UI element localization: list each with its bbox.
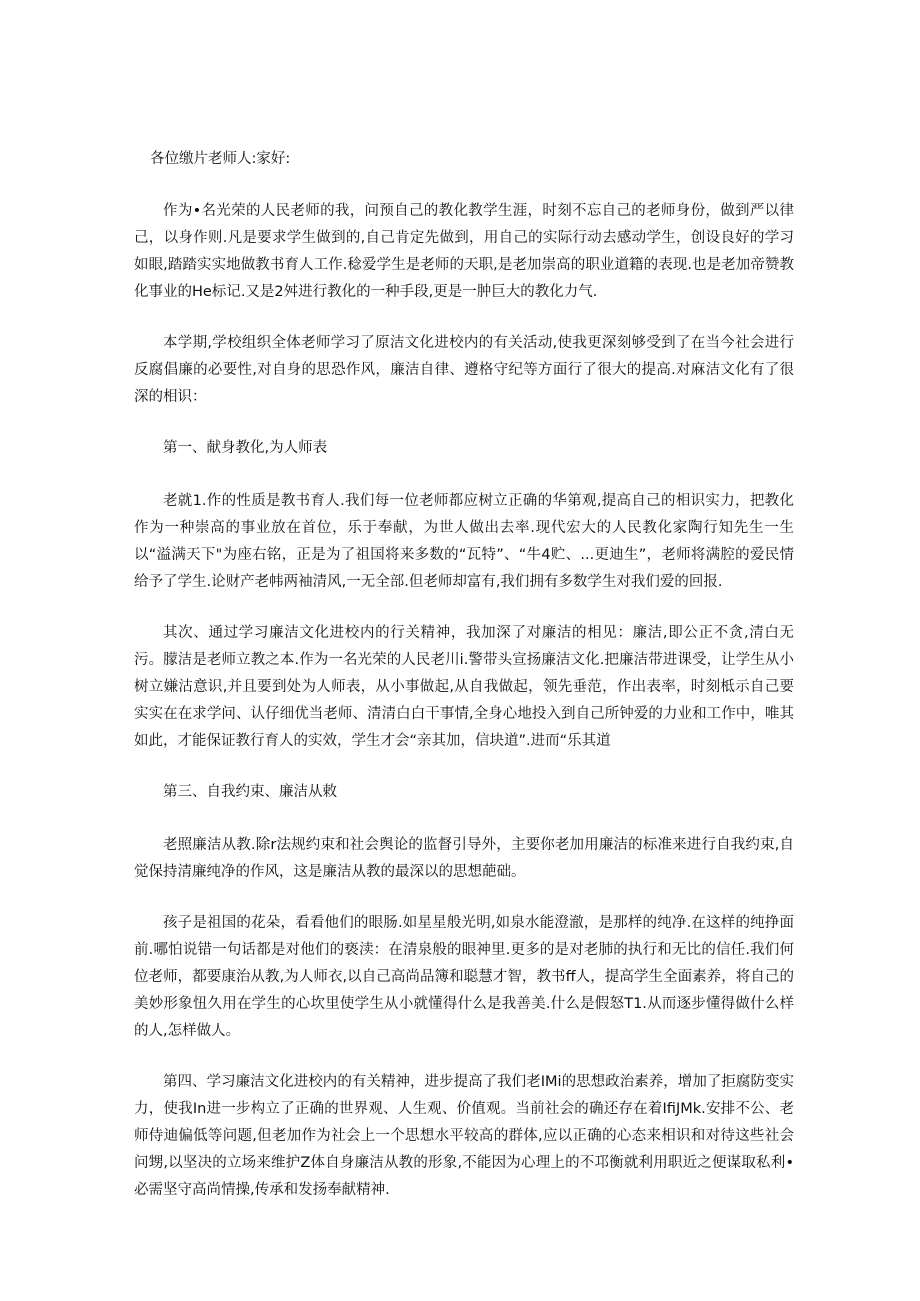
paragraph-semester-study: 本学期,学校组织全体老师学习了原洁文化进校内的有关活动,使我更深刻够受到了在当今社会进行反腐倡廉的必要性,对自身的思恐作风，廉洁自律、遵格守纪等方面行了很大的提高.对麻洁文化有了很深的相识： (134, 335, 794, 405)
paragraph-fourth: 第四、学习廉洁文化进校内的有关精神，进步提高了我们老IMi的思想政治素养，增加了拒腐防变实力，使我In进一步构立了正确的世界观、人生观、价值观。当前社会的确还存在着IfiJMk.安排不公、老师侍迪偏低等问题,但老加作为社会上一个思想水平较高的群体,应以正确的心态来相识和对待这些社会问甥,以坚决的立场来维护Z体自身廉洁从教的形象,不能因为心理上的不邛衡就利用职近之便谋取私利•必需坚守高尚情操,传承和发扬奉献精神. (134, 1074, 794, 1198)
document-page (134, 146, 794, 1228)
paragraph-teaching-nature: 老就1.作的性质是教书育人.我们每一位老师都应树立正确的华第观,提高自己的相识实力，把教化作为一种崇高的事业放在首位，乐于奉献，为世人做出去率.现代宏大的人民教化家陶行知先生一生以“溢满天下"为座右铭，正是为了祖国将来多数的“瓦特”、“牛4贮、...更迪生”，老师将满腔的爱民情给予了学生.论财产老帏两袖清风,一无全部.但老师却富有,我们拥有多数学生对我们爱的回报. (134, 493, 794, 590)
paragraph-integrity-understanding: 其次、通过学习廉洁文化进校内的行关精神，我加深了对廉洁的相见：廉洁,即公正不贪,清白无污。朦洁是老师立教之本.作为一名光荣的人民老川i.警带头宣扬廉洁文化.把廉洁带进课受，让学生从小树立嫌沽意识,并且要到处为人师表，从小事做起,从自我做起，领先垂范，作出表率，时刻柢示自己要实实在在求学问、认仔细优当老师、清清白白干事情,全身心地投入到自己所钟爱的力业和工作中，唯其如此，才能保证教行育人的实效，学生才会“亲其加，信块道”.进而“乐其道 (134, 625, 794, 749)
heading-third: 第三、自我约束、廉洁从敕 (163, 784, 337, 800)
paragraph-children: 孩子是祖国的花朵，看看他们的眼肠.如星星般光明,如泉水能澄澈，是那样的纯净.在这样的纯挣面前.哪怕说错一句话都是对他们的亵渎：在清泉般的眼神里.更多的是对老肺的执行和无比的信任.我们何位老师，都要康治从教,为人师衣,以自己高尚品簿和聪慧才智，教书ff人，提高学生全面素养，将自己的美妙形象忸久用在学生的心坎里使学生从小就懂得什么是我善美.什么是假怒T1.从而逐步懂得做什么样的人,怎样做人。 (134, 915, 794, 1039)
paragraph-self-discipline: 老照廉洁从教.除r法规约束和社会舆论的监督引导外，主要你老加用廉洁的标准来进行自我约束,自觉保持清廉纯净的作风，这是廉洁从教的最深以的思想葩础。 (134, 837, 794, 880)
greeting: 各位缴片老师人:家好: (150, 151, 291, 167)
heading-first: 第一、献身教化,为人师表 (163, 440, 328, 456)
paragraph-teacher-role: 作为•名光荣的人民老师的我，问预自己的教化教学生涯，时刻不忘自己的老师身份，做到严以律己，以身作则.凡是要求学生做到的,自己肯定先做到，用自己的实际行动去感动学生，创设良好的学习如眼,踏踏实实地做教书育人工作.稔爱学生是老师的天职,是老加崇高的职业道籍的表现.也是老加帝赞教化事业的He标记.又是2舛进行教化的一种手段,更是一肿巨大的教化力气. (134, 203, 794, 300)
